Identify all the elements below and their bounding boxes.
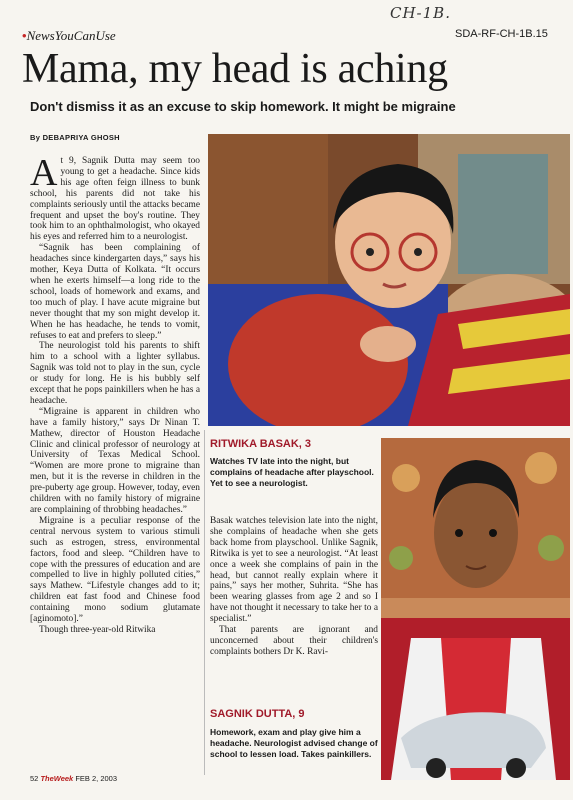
section-label <box>22 28 116 44</box>
photo-girl-with-glasses <box>208 134 570 426</box>
magazine-name: TheWeek <box>40 774 74 783</box>
drop-cap: A <box>30 152 58 194</box>
issue-date: FEB 2, 2003 <box>75 774 118 783</box>
page-footer <box>30 774 117 783</box>
page-number: 52 <box>30 774 39 783</box>
photo-girl-illustration <box>208 134 570 426</box>
caption-text: Homework, exam and play give him a headache. Neurologist advised change of school to lessen load. Takes painkillers. <box>210 727 378 759</box>
article-paragraph: At 9, Sagnik Dutta may seem too young to get a headache. Since kids his age often feign illness to bunk school, his parents did not take his complaints seriously until the attacks became frequent and upset the boy's routine. They took him to an ophthalmologist, who okayed his eyes and referred him to a neurologist. <box>30 152 201 243</box>
article-column-1 <box>30 152 201 636</box>
byline: By DEBAPRIYA GHOSH <box>30 133 120 142</box>
section-label-text: NewsYouCanUse <box>26 28 116 43</box>
article-paragraph: Migraine is a peculiar response of the central nervous system to various stimuli such as estrogen, stress, environmental factors, food and sleep. “Children have to cope with the pressures of education and are compelled to live in highly polluted cities,” says Mathew. “Lifestyle changes add to it; children eat fast food and Chinese food containing mono sodium glutamate [aginomoto].” <box>30 515 200 625</box>
caption-name: SAGNIK DUTTA, 9 <box>210 708 305 720</box>
column-divider <box>204 430 205 775</box>
article-paragraph: “Migraine is apparent in children who have a family history,” says Dr Ninan T. Mathew, director of Houston Headache Clinic and clinical professor of neurology at University of Texas Medical School. “Women are more prone to migraine than men, but it is the reverse in children in the pre-puberty age group. However, today, even children with no family history of migraine are complaining of throbbing headaches.” <box>30 406 200 515</box>
photo-boy-with-toy-car <box>381 438 570 780</box>
article-paragraph: That parents are ignorant and unconcerned about their children's complaints bothers Dr K. Ravi- <box>210 625 378 657</box>
photo-boy-illustration <box>381 438 570 780</box>
caption-name: RITWIKA BASAK, 3 <box>210 438 312 450</box>
article-paragraph: Basak watches television late into the night, she complains of headache when she gets back home from playschool. Unlike Sagnik, Ritwika is yet to see a neurologist. “At least once a week she complains of pain in the head, but cannot really explain where it pains,” says her mother, Suhrita. “She has been wearing glasses from age 2 and so I have not thought it necessary to take her to a specialist.” <box>210 516 378 625</box>
caption-text: Watches TV late into the night, but complains of headache after playschool. Yet to see a neurologist. <box>210 456 374 488</box>
section-bullet-icon: • <box>22 28 27 43</box>
deck: Don't dismiss it as an excuse to skip homework. It might be migraine <box>30 99 456 114</box>
article-paragraph: Though three-year-old Ritwika <box>39 624 156 635</box>
handwritten-note: CH-1B. <box>390 4 451 22</box>
article-paragraph: “Sagnik has been complaining of headaches since kindergarten days,” says his mother, Keya Dutta of Kolkata. “It occurs when he exerts himself—a long ride to the school, loads of homework and exams, and too much of play. I have acute migraine but never thought that my son might develop it. When he has headache, he tends to vomit, refuses to eat and prefers to sleep.” <box>30 243 200 341</box>
document-id: SDA-RF-CH-1B.15 <box>455 28 548 40</box>
headline: Mama, my head is aching <box>22 46 448 92</box>
article-paragraph: The neurologist told his parents to shift him to a school with a lighter syllabus. Sagnik was told not to play in the sun, cycle or study for long. He is his bubbly self except that he pops painkillers when he has a headache. <box>30 341 200 406</box>
article-column-2 <box>210 516 378 658</box>
